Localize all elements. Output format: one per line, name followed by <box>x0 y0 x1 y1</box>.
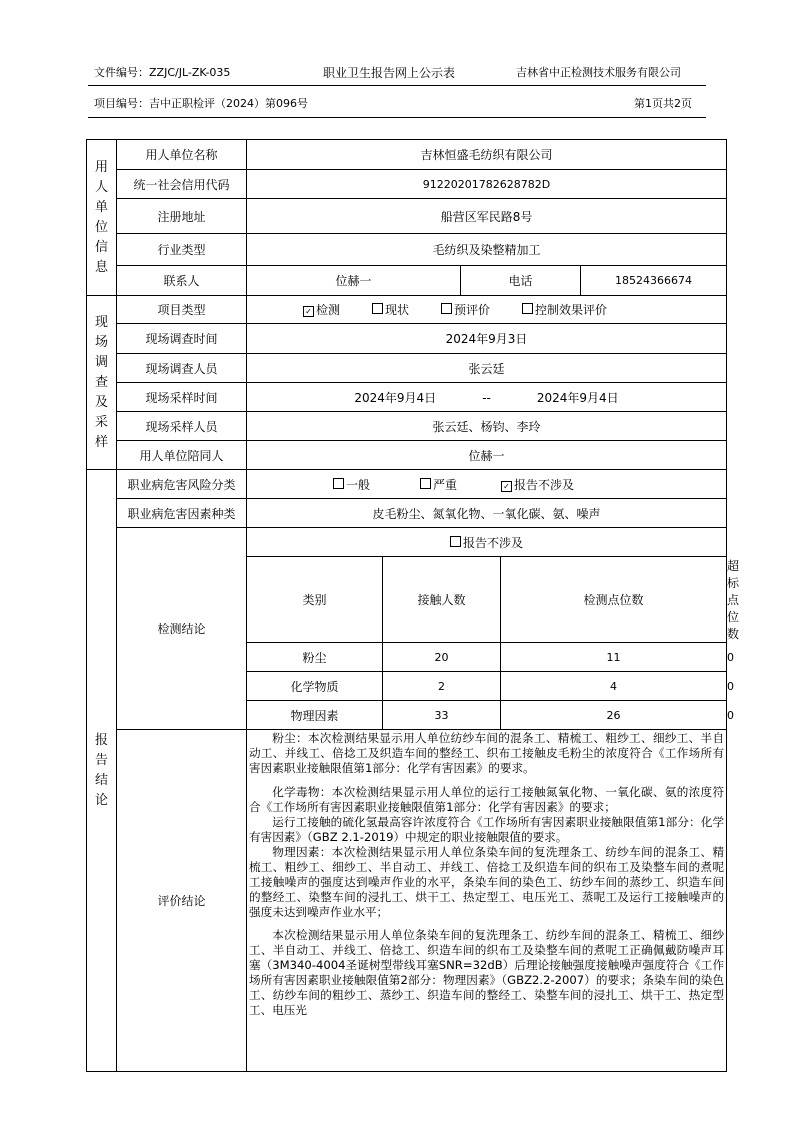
result-cell: 化学物质 <box>247 672 383 701</box>
eval-paragraph: 物理因素：本次检测结果显示用人单位条染车间的复洗理条工、纺纱车间的混条工、精梳工、粗纱工、细纱工、半自动工、并线工、倍捻工及织造车间的织布工及染整车间的煮呢工接触噪声的强度达到噪声作业的水平，条染车间的染色工、纺纱车间的蒸纱工、织造车间的整经工、染整车间的浸扎工、烘干工、热定型工、电压光工、蒸呢工及运行工接触噪声的强度未达到噪声作业水平； <box>249 845 725 919</box>
phone-label: 电话 <box>461 266 581 296</box>
credit-code: 91220201782628782D <box>247 170 727 199</box>
eval-paragraph: 运行工接触的硫化氢最高容许浓度符合《工作场所有害因素职业接触限值第1部分：化学有害因素》（GBZ 2.1-2019）中规定的职业接触限值的要求。 <box>249 815 725 844</box>
sampling-time: 2024年9月4日 -- 2024年9月4日 <box>247 383 727 412</box>
escort: 位赫一 <box>247 441 727 470</box>
option-general[interactable]: 一般 <box>333 476 370 493</box>
evaluation-text <box>247 730 727 1072</box>
option-pre-evaluation[interactable]: 预评价 <box>441 301 490 318</box>
doc-title: 职业卫生报告网上公示表 <box>323 66 456 80</box>
project-type-options <box>247 296 727 324</box>
checkbox-icon[interactable] <box>441 303 452 314</box>
escort-label: 用人单位陪同人 <box>117 441 247 470</box>
option-control-effect[interactable]: 控制效果评价 <box>522 301 607 318</box>
industry-label: 行业类型 <box>117 234 247 266</box>
option-not-involved[interactable]: ✓ 报告不涉及 <box>501 476 574 493</box>
result-cell: 11 <box>501 643 727 672</box>
project-number: 项目编号：吉中正职检评（2024）第096号 <box>94 97 308 110</box>
section-conclusion: 报 告 结 论 <box>87 470 117 1072</box>
risk-class-label: 职业病危害风险分类 <box>117 470 247 499</box>
result-header-exposed: 接触人数 <box>383 557 501 643</box>
option-severe[interactable]: 严重 <box>420 476 457 493</box>
header-rule-top <box>88 85 706 86</box>
hazard-factors: 皮毛粉尘、氮氧化物、一氧化碳、氨、噪声 <box>247 499 727 528</box>
table-row: 粉尘 20 11 0 <box>87 643 727 672</box>
option-detection[interactable]: ✓ 检测 <box>303 301 340 318</box>
checkbox-icon[interactable] <box>450 536 461 547</box>
sampling-staff: 张云廷、杨钧、李玲 <box>247 412 727 441</box>
checkbox-icon[interactable] <box>333 478 344 489</box>
result-header-points: 检测点位数 <box>501 557 727 643</box>
contact-label: 联系人 <box>117 266 247 296</box>
result-cell: 2 <box>383 672 501 701</box>
survey-time: 2024年9月3日 <box>247 324 727 354</box>
survey-staff-label: 现场调查人员 <box>117 354 247 383</box>
result-cell: 物理因素 <box>247 701 383 730</box>
result-cell: 33 <box>383 701 501 730</box>
sampling-staff-label: 现场采样人员 <box>117 412 247 441</box>
result-cell: 粉尘 <box>247 643 383 672</box>
survey-staff: 张云廷 <box>247 354 727 383</box>
checkbox-icon[interactable] <box>420 478 431 489</box>
disclosure-table: 用 人 单 位 信 息 用人单位名称 吉林恒盛毛纺织有限公司 统一社会信用代码 91220201782628782D 注册地址 船营区军民路8号 行业类型 毛纺织及染整精加工 联系人 位赫一 电话 18524366674 现 场 调 查 及 采 样 项目类型 ✓ 检测 现状 预评价 控制效果评价 现场调查时间 2024年9月3日 现场调查人员 张云廷 现场采样时间 2024年9月4日 -- 2024年9月4日 现场采样人员 张云廷、杨钧、李玲 用人单位陪同人 位赫一 报 告 结 论 职业病危害风险分类 一般 严重 ✓ 报告不涉及 职业病危害因素种类 皮毛粉尘、氮氧化物、一氧化碳、氨、噪声 检测结论 报告不涉及 类别 接触人数 检测点位数 超标点位数 粉尘 20 11 0 化学物质 2 4 0 物理因素 33 26 0 评价结论 粉尘：本次检测结果显示用人单位纺纱车间的混条工、精梳工、粗纱工、细纱工、半自动工、并线工、倍捻工及织造车间的整经工、织布工接触皮毛粉尘的浓度符合《工作场所有害因素职业接触限值第1部分：化学有害因素》的要求。 化学毒物：本次检测结果显示用人单位的运行工接触氮氧化物、一氧化碳、氨的浓度符合《工作场所有害因素职业接触限值第1部分：化学有害因素》的要求； 运行工接触的硫化氢最高容许浓度符合《工作场所有害因素职业接触限值第1部分：化学有害因素》（GBZ 2.1-2019）中规定的职业接触限值的要求。 物理因素：本次检测结果显示用人单位条染车间的复洗理条工、纺纱车间的混条工、精梳工、粗纱工、细纱工、半自动工、并线工、倍捻工及织造车间的织布工及染整车间的煮呢工接触噪声的强度达到噪声作业的水平，条染车间的染色工、纺纱车间的蒸纱工、织造车间的整经工、染整车间的浸扎工、烘干工、热定型工、电压光工、蒸呢工及运行工接触噪声的强度未达到噪声作业水平； 本次检测结果显示用人单位条染车间的复洗理条工、纺纱车间的混条工、精梳工、细纱工、半自动工、并线工、倍捻工、织造车间的织布工及染整车间的煮呢工正确佩戴防噪声耳塞（3M340-4004圣诞树型带线耳塞SNR=32dB）后理论接触强度接触噪声强度符合《工作场所有害因素职业接触限值第2部分：物理因素》（GBZ2.2-2007）的要求；条染车间的染色工、纺纱车间的粗纱工、蒸纱工、织造车间的整经工、染整车间的浸扎工、烘干工、热定型工、电压光 <box>86 139 727 1072</box>
sampling-time-label: 现场采样时间 <box>117 383 247 412</box>
industry: 毛纺织及染整精加工 <box>247 234 727 266</box>
page-number: 第1页共2页 <box>634 97 692 110</box>
result-cell: 26 <box>501 701 727 730</box>
result-not-involved[interactable]: 报告不涉及 <box>247 528 727 557</box>
table-row: 化学物质 2 4 0 <box>87 672 727 701</box>
company-name: 吉林省中正检测技术服务有限公司 <box>516 66 681 79</box>
result-cell: 20 <box>383 643 501 672</box>
phone: 18524366674 <box>581 266 727 296</box>
checkbox-icon[interactable] <box>522 303 533 314</box>
table-row: 物理因素 33 26 0 <box>87 701 727 730</box>
eval-paragraph: 粉尘：本次检测结果显示用人单位纺纱车间的混条工、精梳工、粗纱工、细纱工、半自动工、并线工、倍捻工及织造车间的整经工、织布工接触皮毛粉尘的浓度符合《工作场所有害因素职业接触限值第1部分：化学有害因素》的要求。 <box>249 731 725 775</box>
result-header-category: 类别 <box>247 557 383 643</box>
project-type-label: 项目类型 <box>117 296 247 324</box>
checkbox-checked-icon[interactable]: ✓ <box>501 481 512 492</box>
option-status[interactable]: 现状 <box>372 301 409 318</box>
hazard-factors-label: 职业病危害因素种类 <box>117 499 247 528</box>
section-survey: 现 场 调 查 及 采 样 <box>87 296 117 470</box>
survey-time-label: 现场调查时间 <box>117 324 247 354</box>
address: 船营区军民路8号 <box>247 199 727 234</box>
evaluation-label: 评价结论 <box>117 730 247 1072</box>
header-rule-bottom <box>88 117 706 118</box>
checkbox-icon[interactable] <box>372 303 383 314</box>
risk-class-options <box>247 470 727 499</box>
eval-paragraph: 化学毒物：本次检测结果显示用人单位的运行工接触氮氧化物、一氧化碳、氨的浓度符合《工作场所有害因素职业接触限值第1部分：化学有害因素》的要求； <box>249 785 725 814</box>
credit-code-label: 统一社会信用代码 <box>117 170 247 199</box>
doc-number: 文件编号：ZZJC/JL-ZK-035 <box>94 66 231 79</box>
address-label: 注册地址 <box>117 199 247 234</box>
employer-name: 吉林恒盛毛纺织有限公司 <box>247 140 727 170</box>
section-employer: 用 人 单 位 信 息 <box>87 140 117 296</box>
contact: 位赫一 <box>247 266 461 296</box>
checkbox-checked-icon[interactable]: ✓ <box>303 306 314 317</box>
employer-name-label: 用人单位名称 <box>117 140 247 170</box>
result-label: 检测结论 <box>117 528 247 730</box>
result-cell: 4 <box>501 672 727 701</box>
eval-paragraph: 本次检测结果显示用人单位条染车间的复洗理条工、纺纱车间的混条工、精梳工、细纱工、半自动工、并线工、倍捻工、织造车间的织布工及染整车间的煮呢工正确佩戴防噪声耳塞（3M340-4004圣诞树型带线耳塞SNR=32dB）后理论接触强度接触噪声强度符合《工作场所有害因素职业接触限值第2部分：物理因素》（GBZ2.2-2007）的要求；条染车间的染色工、纺纱车间的粗纱工、蒸纱工、织造车间的整经工、染整车间的浸扎工、烘干工、热定型工、电压光 <box>249 928 725 1017</box>
